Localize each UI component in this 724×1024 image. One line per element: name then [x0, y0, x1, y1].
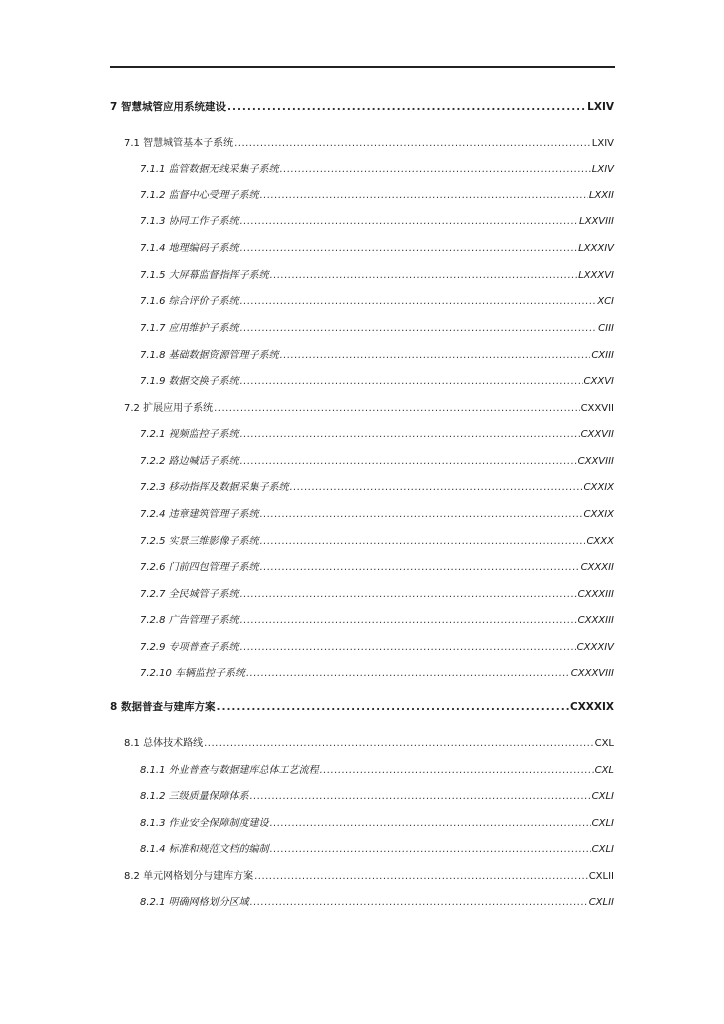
toc-leader [234, 138, 591, 149]
toc-leader [270, 844, 591, 855]
toc-leader [270, 818, 591, 829]
toc-entry-page: CXLII [588, 897, 614, 908]
toc-entry-label: 7.2.1 视频监控子系统 [140, 429, 239, 440]
toc-entry-page: LXXXVI [578, 270, 614, 281]
toc-entry-page: CXXIX [583, 509, 614, 520]
toc-entry[interactable] [140, 558, 614, 574]
toc-leader [240, 216, 578, 227]
toc-entry[interactable] [140, 840, 614, 856]
toc-entry[interactable] [140, 425, 614, 441]
toc-entry[interactable] [140, 787, 614, 803]
toc-entry-label: 7.2.3 移动指挥及数据采集子系统 [140, 482, 289, 493]
toc-entry-label: 7.2.7 全民城管子系统 [140, 589, 239, 600]
toc-leader [240, 429, 580, 440]
toc-entry-page: LXIV [591, 164, 614, 175]
toc-leader [260, 509, 583, 520]
toc-entry-label: 7.1.7 应用维护子系统 [140, 323, 239, 334]
toc-entry-page: CXL [594, 765, 614, 776]
toc-entry-page: CXXXIV [576, 642, 614, 653]
toc-entry-page: CXLI [591, 791, 614, 802]
toc-entry[interactable] [140, 346, 614, 362]
toc-leader [260, 562, 580, 573]
toc-entry-page: LXXII [588, 190, 614, 201]
toc-entry[interactable] [140, 478, 614, 494]
toc-entry[interactable] [140, 319, 614, 335]
toc-entry[interactable] [124, 867, 614, 883]
toc-entry-label: 7.1.4 地理编码子系统 [140, 243, 239, 254]
toc-entry[interactable] [140, 893, 614, 909]
toc-entry[interactable] [140, 814, 614, 830]
toc-entry-page: CXXVIII [577, 456, 614, 467]
toc-leader [240, 615, 577, 626]
toc-entry-page: CXXVII [580, 403, 614, 414]
toc-entry-page: LXXXIV [578, 243, 614, 254]
toc-entry-page: CXL [594, 738, 614, 749]
toc-entry-label: 7.2.6 门前四包管理子系统 [140, 562, 259, 573]
toc-leader [320, 765, 594, 776]
toc-leader [204, 738, 594, 749]
toc-entry-page: CXXXVIII [570, 668, 614, 679]
toc-entry[interactable] [140, 212, 614, 228]
toc-entry-page: CXIII [591, 350, 614, 361]
toc-entry-page: XCI [597, 296, 614, 307]
toc-entry-page: CXXIX [583, 482, 614, 493]
toc-entry[interactable] [124, 734, 614, 750]
toc-entry[interactable] [110, 699, 614, 715]
toc-entry-page: CXXXIII [577, 615, 614, 626]
toc-entry[interactable] [110, 99, 614, 115]
toc-entry-label: 7.2.5 实景三维影像子系统 [140, 536, 259, 547]
toc-entry-page: LXIV [587, 101, 614, 113]
toc-entry-label: 8.2.1 明确网格划分区域 [140, 897, 249, 908]
toc-leader [250, 791, 591, 802]
toc-entry-page: CXXVI [583, 376, 614, 387]
toc-entry-label: 8.1.3 作业安全保障制度建设 [140, 818, 269, 829]
toc-entry-page: CXLII [588, 871, 614, 882]
toc-entry-label: 8.1.1 外业普查与数据建库总体工艺流程 [140, 765, 319, 776]
toc-entry[interactable] [140, 505, 614, 521]
toc-entry[interactable] [140, 186, 614, 202]
toc-entry[interactable] [140, 452, 614, 468]
toc-entry[interactable] [140, 292, 614, 308]
toc-leader [240, 296, 597, 307]
toc-entry-label: 7.1.8 基础数据资源管理子系统 [140, 350, 279, 361]
toc-leader [216, 701, 569, 713]
toc-entry-page: CXXVII [580, 429, 614, 440]
toc-leader [250, 897, 588, 908]
toc-entry-label: 7.1.9 数据交换子系统 [140, 376, 239, 387]
toc-leader [240, 642, 576, 653]
toc-entry-page: CXXX [586, 536, 614, 547]
toc-entry[interactable] [140, 761, 614, 777]
toc-entry-page: CXLI [591, 844, 614, 855]
toc-entry[interactable] [140, 611, 614, 627]
toc-entry[interactable] [124, 399, 614, 415]
toc-entry-label: 8.1.2 三级质量保障体系 [140, 791, 249, 802]
toc-entry-label: 8.2 单元网格划分与建库方案 [124, 871, 254, 882]
toc-leader [254, 871, 588, 882]
toc-leader [227, 101, 586, 113]
toc-leader [280, 164, 591, 175]
toc-entry[interactable] [140, 664, 614, 680]
toc-leader [260, 190, 588, 201]
toc-entry-label: 7.1.5 大屏幕监督指挥子系统 [140, 270, 269, 281]
toc-entry-label: 8.1 总体技术路线 [124, 738, 204, 749]
toc-entry-page: CIII [598, 323, 614, 334]
toc-entry[interactable] [140, 239, 614, 255]
toc-entry-page: CXXXIII [577, 589, 614, 600]
toc-leader [240, 456, 577, 467]
toc-entry[interactable] [140, 585, 614, 601]
toc-leader [214, 403, 579, 414]
toc-entry[interactable] [140, 266, 614, 282]
toc-entry-label: 8 数据普查与建库方案 [110, 701, 216, 713]
toc-leader [240, 589, 577, 600]
toc-leader [290, 482, 583, 493]
toc-entry[interactable] [124, 134, 614, 150]
toc-entry-page: CXLI [591, 818, 614, 829]
toc-entry-page: CXXXIX [570, 701, 614, 713]
toc-leader [240, 323, 598, 334]
toc-entry-label: 7.2.8 广告管理子系统 [140, 615, 239, 626]
toc-entry-label: 7.1.3 协同工作子系统 [140, 216, 239, 227]
toc-entry[interactable] [140, 160, 614, 176]
toc-entry-label: 7.1.2 监督中心受理子系统 [140, 190, 259, 201]
toc-entry-label: 7.1.6 综合评价子系统 [140, 296, 239, 307]
toc-entry-label: 7.1.1 监管数据无线采集子系统 [140, 164, 279, 175]
toc-entry[interactable] [140, 532, 614, 548]
toc-leader [240, 376, 583, 387]
toc-entry[interactable] [140, 372, 614, 388]
toc-entry-label: 7.2 扩展应用子系统 [124, 403, 214, 414]
toc-entry-label: 8.1.4 标准和规范文档的编制 [140, 844, 269, 855]
toc-entry-page: CXXXII [580, 562, 614, 573]
toc-leader [280, 350, 591, 361]
toc-entry-label: 7.2.9 专项普查子系统 [140, 642, 239, 653]
toc-entry[interactable] [140, 638, 614, 654]
toc-leader [240, 243, 577, 254]
toc-leader [260, 536, 586, 547]
toc-entry-label: 7.2.2 路边喊话子系统 [140, 456, 239, 467]
toc-entry-label: 7.1 智慧城管基本子系统 [124, 138, 234, 149]
toc-entry-page: LXIV [591, 138, 614, 149]
toc-entry-page: LXXVIII [579, 216, 614, 227]
toc-leader [246, 668, 570, 679]
toc-leader [270, 270, 577, 281]
toc-entry-label: 7.2.4 违章建筑管理子系统 [140, 509, 259, 520]
toc-entry-label: 7.2.10 车辆监控子系统 [140, 668, 245, 679]
toc-entry-label: 7 智慧城管应用系统建设 [110, 101, 226, 113]
